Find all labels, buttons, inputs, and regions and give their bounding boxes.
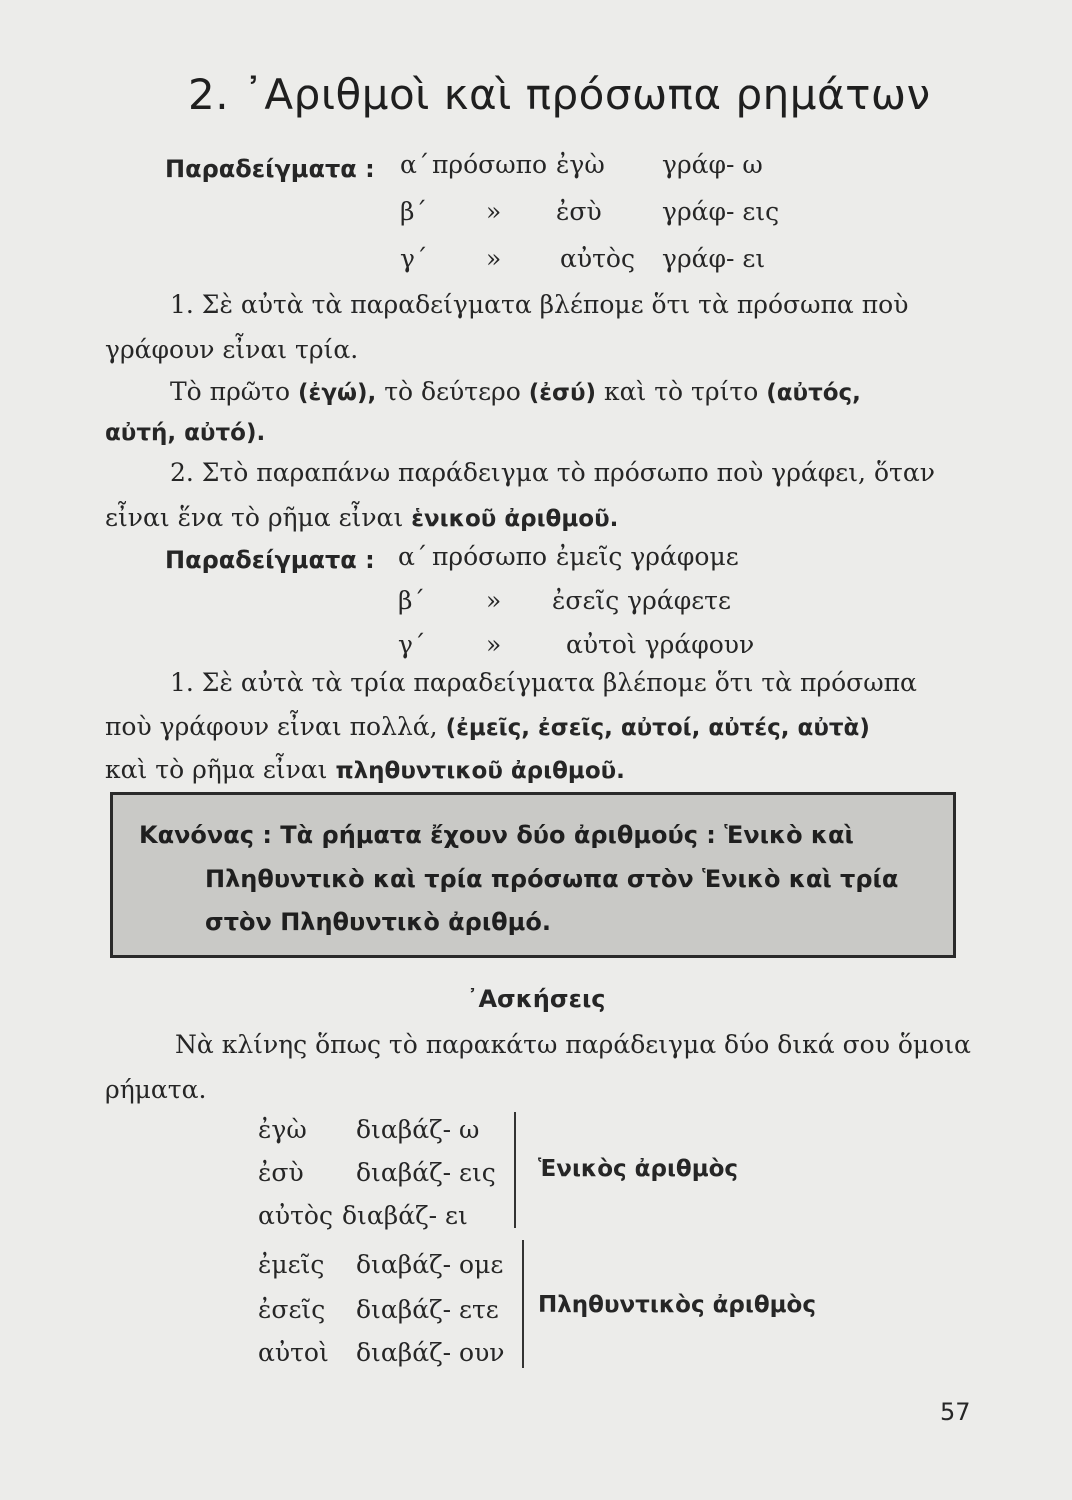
ex2-ditto-1: πρόσωπο xyxy=(432,542,548,571)
para4-line3-bold: πληθυντικοῦ ἀριθμοῦ. xyxy=(335,758,625,784)
para4-line2-bold: (ἐμεῖς, ἐσεῖς, αὐτοί, αὐτές, αὐτὰ) xyxy=(445,715,870,741)
sg-pron-2: ἐσὺ xyxy=(258,1158,304,1187)
ex1-verb-3: γράφ- ει xyxy=(662,244,766,273)
ex1-num-3: γ΄ xyxy=(400,244,428,273)
para4-line2-a: ποὺ γράφουν εἶναι πολλά, xyxy=(105,712,438,741)
page-title: 2. ᾿Αριθμοὶ καὶ πρόσωπα ρημάτων xyxy=(188,70,931,119)
ex1-pron-3: αὐτὸς xyxy=(560,244,635,273)
page-number: 57 xyxy=(940,1398,971,1426)
pl-verb-3: διαβάζ- ουν xyxy=(356,1338,505,1367)
rule-box xyxy=(110,792,956,958)
sg-verb-1: διαβάζ- ω xyxy=(356,1115,480,1144)
para2-b-bold: (ἐσύ) xyxy=(528,380,597,406)
rule-line3: στὸν Πληθυντικὸ ἀριθμό. xyxy=(205,908,551,936)
pl-pron-1: ἐμεῖς xyxy=(258,1250,325,1279)
examples-label-1: Παραδείγματα : xyxy=(165,155,375,183)
para3-line2-bold: ἑνικοῦ ἀριθμοῦ. xyxy=(411,506,619,532)
ex1-num-1: α΄ xyxy=(400,150,430,179)
ex1-ditto-1: πρόσωπο xyxy=(432,150,548,179)
ex1-ditto-3: » xyxy=(486,244,502,273)
para2-line2: αὐτή, αὐτό). xyxy=(105,420,266,446)
para4-line1: 1. Σὲ αὐτὰ τὰ τρία παραδείγματα βλέπομε ὅτι τὰ πρόσωπα xyxy=(170,668,917,697)
pl-verb-2: διαβάζ- ετε xyxy=(356,1295,499,1324)
sg-verb-3: διαβάζ- ει xyxy=(342,1201,468,1230)
para2-c: καὶ τὸ τρίτο xyxy=(603,377,759,406)
sg-pron-3: αὐτὸς xyxy=(258,1201,333,1230)
para2-line1 xyxy=(170,377,861,408)
para2-a-bold: (ἐγώ), xyxy=(298,380,377,406)
para4-line2 xyxy=(105,712,870,743)
ex1-verb-1: γράφ- ω xyxy=(662,150,763,179)
para4-line3-a: καὶ τὸ ρῆμα εἶναι xyxy=(105,755,328,784)
ex2-text-1: ἐμεῖς γράφομε xyxy=(556,542,739,571)
sg-pron-1: ἐγὼ xyxy=(258,1115,307,1144)
ex1-verb-2: γράφ- εις xyxy=(662,197,780,226)
para4-line3 xyxy=(105,755,625,786)
para2-c-bold: (αὐτός, xyxy=(766,380,861,406)
ex2-text-3: αὐτοὶ γράφουν xyxy=(566,630,755,659)
ex2-text-2: ἐσεῖς γράφετε xyxy=(552,586,731,615)
pl-pron-3: αὐτοὶ xyxy=(258,1338,329,1367)
para3-line2-a: εἶναι ἕνα τὸ ρῆμα εἶναι xyxy=(105,503,404,532)
para2-b: τὸ δεύτερο xyxy=(384,377,521,406)
ex1-pron-1: ἐγὼ xyxy=(556,150,605,179)
para1-line2: γράφουν εἶναι τρία. xyxy=(105,335,359,364)
ex1-ditto-2: » xyxy=(486,197,502,226)
plural-label: Πληθυντικὸς ἀριθμὸς xyxy=(538,1292,816,1318)
sg-verb-2: διαβάζ- εις xyxy=(356,1158,496,1187)
singular-label: Ἑνικὸς ἀριθμὸς xyxy=(538,1156,739,1182)
para2-a: Τὸ πρῶτο xyxy=(170,377,291,406)
plural-brace xyxy=(508,1240,524,1368)
ex1-num-2: β΄ xyxy=(400,197,427,226)
ex2-num-1: α΄ xyxy=(398,542,428,571)
exercises-line2: ρήματα. xyxy=(105,1075,207,1104)
rule-line1: Κανόνας : Τὰ ρήματα ἔχουν δύο ἀριθμούς : Ἑνικὸ καὶ xyxy=(139,821,854,849)
examples-label-2: Παραδείγματα : xyxy=(165,546,375,574)
ex2-ditto-3: » xyxy=(486,630,502,659)
pl-pron-2: ἐσεῖς xyxy=(258,1295,326,1324)
ex1-pron-2: ἐσὺ xyxy=(556,197,602,226)
ex2-num-3: γ΄ xyxy=(398,630,426,659)
ex2-num-2: β΄ xyxy=(398,586,425,615)
singular-brace xyxy=(500,1112,516,1228)
para1-line1: 1. Σὲ αὐτὰ τὰ παραδείγματα βλέπομε ὅτι τὰ πρόσωπα ποὺ xyxy=(170,290,909,319)
pl-verb-1: διαβάζ- ομε xyxy=(356,1250,504,1279)
exercises-line1: Νὰ κλίνης ὅπως τὸ παρακάτω παράδειγμα δύο δικά σου ὅμοια xyxy=(175,1030,971,1059)
ex2-ditto-2: » xyxy=(486,586,502,615)
rule-line2: Πληθυντικὸ καὶ τρία πρόσωπα στὸν Ἑνικὸ καὶ τρία xyxy=(205,865,899,893)
para3-line1: 2. Στὸ παραπάνω παράδειγμα τὸ πρόσωπο ποὺ γράφει, ὅταν xyxy=(170,458,935,487)
exercises-heading: ᾿Ασκήσεις xyxy=(466,985,606,1013)
para3-line2 xyxy=(105,503,618,534)
